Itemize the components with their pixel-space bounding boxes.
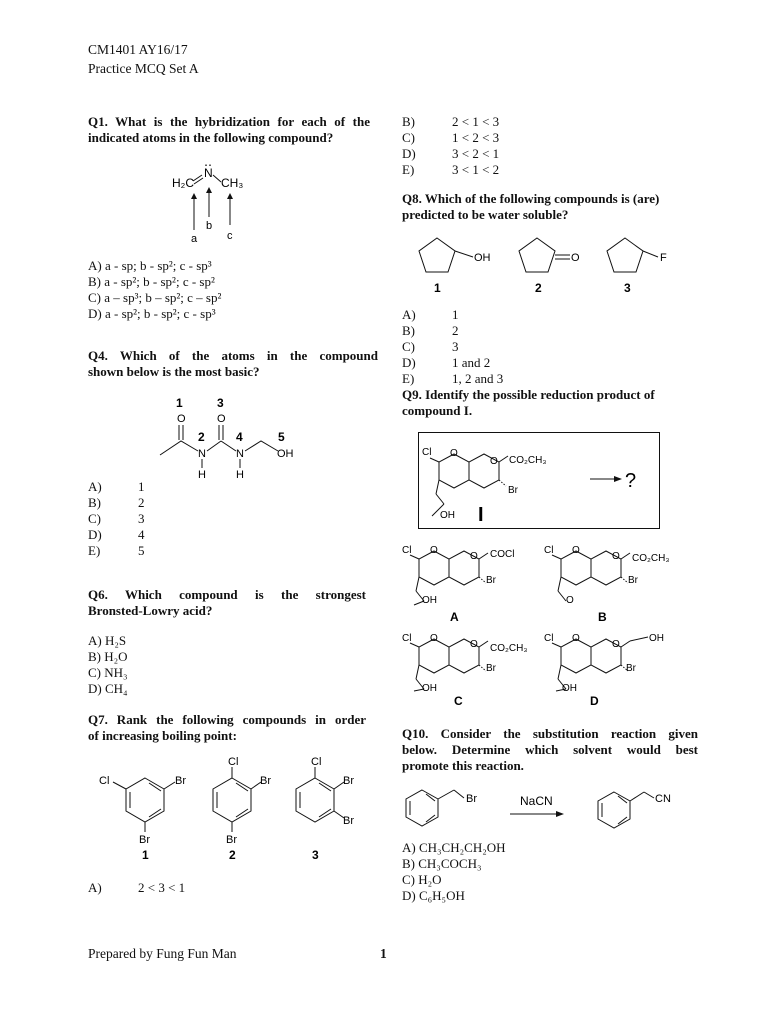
svg-text:1: 1	[142, 848, 149, 862]
svg-text:5: 5	[278, 430, 285, 444]
svg-text:Br: Br	[226, 834, 237, 846]
q8-option-a[interactable]: A) 1	[402, 307, 459, 322]
q9-choices	[398, 537, 698, 712]
svg-text:O: O	[217, 413, 226, 425]
svg-text:H: H	[198, 469, 206, 481]
svg-text:2: 2	[229, 848, 236, 862]
svg-text:OH: OH	[474, 252, 491, 264]
q6-question: Q6. Which compound is the strongest Bronsted-Lowry acid?	[88, 587, 366, 618]
svg-text:O: O	[430, 633, 438, 644]
svg-text:O: O	[490, 456, 498, 467]
svg-text:Cl: Cl	[228, 756, 239, 768]
svg-text:O: O	[470, 551, 478, 562]
svg-text:H: H	[236, 469, 244, 481]
set-title: Practice MCQ Set A	[88, 61, 199, 76]
svg-text:CO₂CH₃: CO₂CH₃	[509, 455, 547, 466]
h2c-label: H₂C	[172, 176, 194, 190]
q9-choice-a[interactable]	[402, 545, 514, 624]
svg-text:Br: Br	[626, 663, 636, 674]
q9-choice-d[interactable]	[544, 633, 664, 708]
q9-compound-i	[418, 432, 658, 527]
svg-text:CO₂CH₃: CO₂CH₃	[490, 643, 528, 654]
svg-text:OH: OH	[422, 595, 437, 606]
svg-text:CN: CN	[655, 793, 671, 805]
q4-option-e[interactable]: E) 5	[88, 543, 145, 558]
svg-text:3: 3	[217, 396, 224, 410]
q1-question: Q1. What is the hybridization for each of the indicated atoms in the following compound?	[88, 114, 370, 145]
svg-text:I: I	[478, 504, 484, 526]
q8-options	[402, 307, 503, 387]
svg-text:Cl: Cl	[402, 633, 412, 644]
svg-text:D: D	[590, 694, 599, 708]
svg-text:Cl: Cl	[422, 447, 432, 458]
q8-option-c[interactable]: C) 3	[402, 339, 459, 354]
q10-option-b[interactable]: B) CH₃COCH₃	[402, 856, 482, 871]
page-number: 1	[380, 946, 387, 961]
q8-compound-3	[607, 238, 667, 295]
label-a: a	[191, 233, 198, 245]
svg-text:CO₂CH₃: CO₂CH₃	[632, 553, 670, 564]
svg-text:OH: OH	[277, 448, 294, 460]
svg-text:Cl: Cl	[544, 545, 554, 556]
q10-option-d[interactable]: D) C₆H₅OH	[402, 888, 465, 903]
svg-text:COCl: COCl	[490, 549, 515, 560]
svg-text:Cl: Cl	[99, 775, 110, 787]
q1-structure	[160, 155, 270, 245]
svg-text:Br: Br	[343, 815, 354, 827]
svg-text:OH: OH	[562, 683, 577, 694]
document-header	[88, 40, 199, 78]
q6-option-d[interactable]: D) CH₄	[88, 681, 128, 696]
svg-text:NaCN: NaCN	[520, 794, 553, 808]
q7-compound-2	[213, 756, 271, 862]
svg-text:OH: OH	[422, 683, 437, 694]
svg-text:OH: OH	[649, 633, 664, 644]
ch3-label: CH₃	[221, 176, 244, 190]
svg-text:2: 2	[198, 430, 205, 444]
svg-text:Br: Br	[139, 834, 150, 846]
svg-text:1: 1	[176, 396, 183, 410]
svg-text:Br: Br	[486, 575, 496, 586]
q4-option-c[interactable]: C) 3	[88, 511, 145, 526]
svg-text:?: ?	[625, 470, 637, 492]
q4-options	[88, 479, 145, 559]
svg-text:O: O	[450, 448, 458, 459]
q4-structure	[150, 393, 310, 483]
svg-text:Br: Br	[466, 793, 477, 805]
q7-option-c[interactable]: C) 1 < 2 < 3	[402, 130, 500, 145]
q7-structures	[95, 756, 375, 866]
q7-option-b[interactable]: B) 2 < 1 < 3	[402, 114, 500, 129]
q1-options	[88, 258, 221, 322]
q10-reaction	[398, 778, 698, 838]
svg-text:B: B	[598, 610, 607, 624]
svg-text:1: 1	[434, 281, 441, 295]
n-label: N	[204, 166, 213, 180]
footer-author: Prepared by Fung Fun Man	[88, 946, 237, 961]
q4-option-d[interactable]: D) 4	[88, 527, 145, 542]
q7-option-d[interactable]: D) 3 < 2 < 1	[402, 146, 500, 161]
svg-text:Cl: Cl	[544, 633, 554, 644]
q8-compound-2	[519, 238, 580, 295]
svg-text:3: 3	[312, 848, 319, 862]
label-b: b	[206, 220, 213, 232]
svg-text:2: 2	[535, 281, 542, 295]
q7-compound-3	[296, 756, 354, 862]
svg-text:Cl: Cl	[311, 756, 322, 768]
svg-text:Br: Br	[486, 663, 496, 674]
svg-text:N: N	[198, 448, 206, 460]
q10-question: Q10. Consider the substitution reaction given below. Determine which solvent would best promote this reaction.	[402, 726, 698, 773]
q8-option-b[interactable]: B) 2	[402, 323, 459, 338]
svg-text:F: F	[660, 252, 667, 264]
q9-choice-c[interactable]	[402, 633, 527, 708]
svg-text:Br: Br	[260, 775, 271, 787]
q7-option-e[interactable]: E) 3 < 1 < 2	[402, 162, 500, 177]
lone-pair: ‥	[204, 155, 213, 169]
q10-option-c[interactable]: C) H₂O	[402, 872, 442, 887]
svg-text:C: C	[454, 694, 463, 708]
svg-text:N: N	[236, 448, 244, 460]
svg-text:O: O	[566, 595, 574, 606]
q1-option-a[interactable]: A) a - sp; b - sp²; c - sp³	[88, 258, 212, 273]
q7-compound-1	[99, 775, 186, 862]
svg-text:Br: Br	[343, 775, 354, 787]
q6-option-b[interactable]: B) H₂O	[88, 649, 128, 664]
svg-text:Br: Br	[628, 575, 638, 586]
svg-text:O: O	[177, 413, 186, 425]
q9-choice-b[interactable]	[544, 545, 669, 624]
q10-options	[402, 840, 506, 904]
svg-text:O: O	[572, 545, 580, 556]
q4-option-a[interactable]: A) 1	[88, 479, 145, 494]
svg-text:O: O	[572, 633, 580, 644]
q7-options-continued	[402, 114, 499, 178]
course-code: CM1401 AY16/17	[88, 42, 188, 57]
svg-text:O: O	[612, 551, 620, 562]
svg-text:A: A	[450, 610, 459, 624]
q4-option-b[interactable]: B) 2	[88, 495, 145, 510]
svg-text:Cl: Cl	[402, 545, 412, 556]
svg-text:O: O	[571, 252, 580, 264]
q4-question: Q4. Which of the atoms in the compound shown below is the most basic?	[88, 348, 378, 379]
svg-text:Br: Br	[508, 485, 518, 496]
svg-text:O: O	[470, 639, 478, 650]
q1-option-b[interactable]: B) a - sp²; b - sp²; c - sp²	[88, 274, 215, 289]
q8-question: Q8. Which of the following compounds is (are) predicted to be water soluble?	[402, 191, 660, 222]
svg-text:3: 3	[624, 281, 631, 295]
q8-structures	[410, 232, 680, 297]
q1-option-d[interactable]: D) a - sp²; b - sp²; c - sp³	[88, 306, 216, 321]
svg-text:O: O	[612, 639, 620, 650]
q1-option-c[interactable]: C) a – sp³; b – sp²; c – sp²	[88, 290, 222, 305]
q9-question: Q9. Identify the possible reduction product of compound I.	[402, 387, 655, 418]
q6-option-a[interactable]: A) H₂S	[88, 633, 127, 648]
q8-option-d[interactable]: D) 1 and 2	[402, 355, 491, 370]
q8-option-e[interactable]: E) 1, 2 and 3	[402, 371, 504, 386]
q7-option-a[interactable]: A) 2 < 3 < 1	[88, 880, 186, 895]
q6-options	[88, 633, 128, 697]
q10-option-a[interactable]: A) CH₃CH₂CH₂OH	[402, 840, 506, 855]
svg-text:OH: OH	[440, 510, 455, 521]
svg-text:4: 4	[236, 430, 243, 444]
svg-text:O: O	[430, 545, 438, 556]
q6-option-c[interactable]: C) NH₃	[88, 665, 128, 680]
q7-question: Q7. Rank the following compounds in order of increasing boiling point:	[88, 712, 366, 743]
label-c: c	[227, 230, 233, 242]
q8-compound-1	[419, 238, 491, 295]
svg-text:Br: Br	[175, 775, 186, 787]
